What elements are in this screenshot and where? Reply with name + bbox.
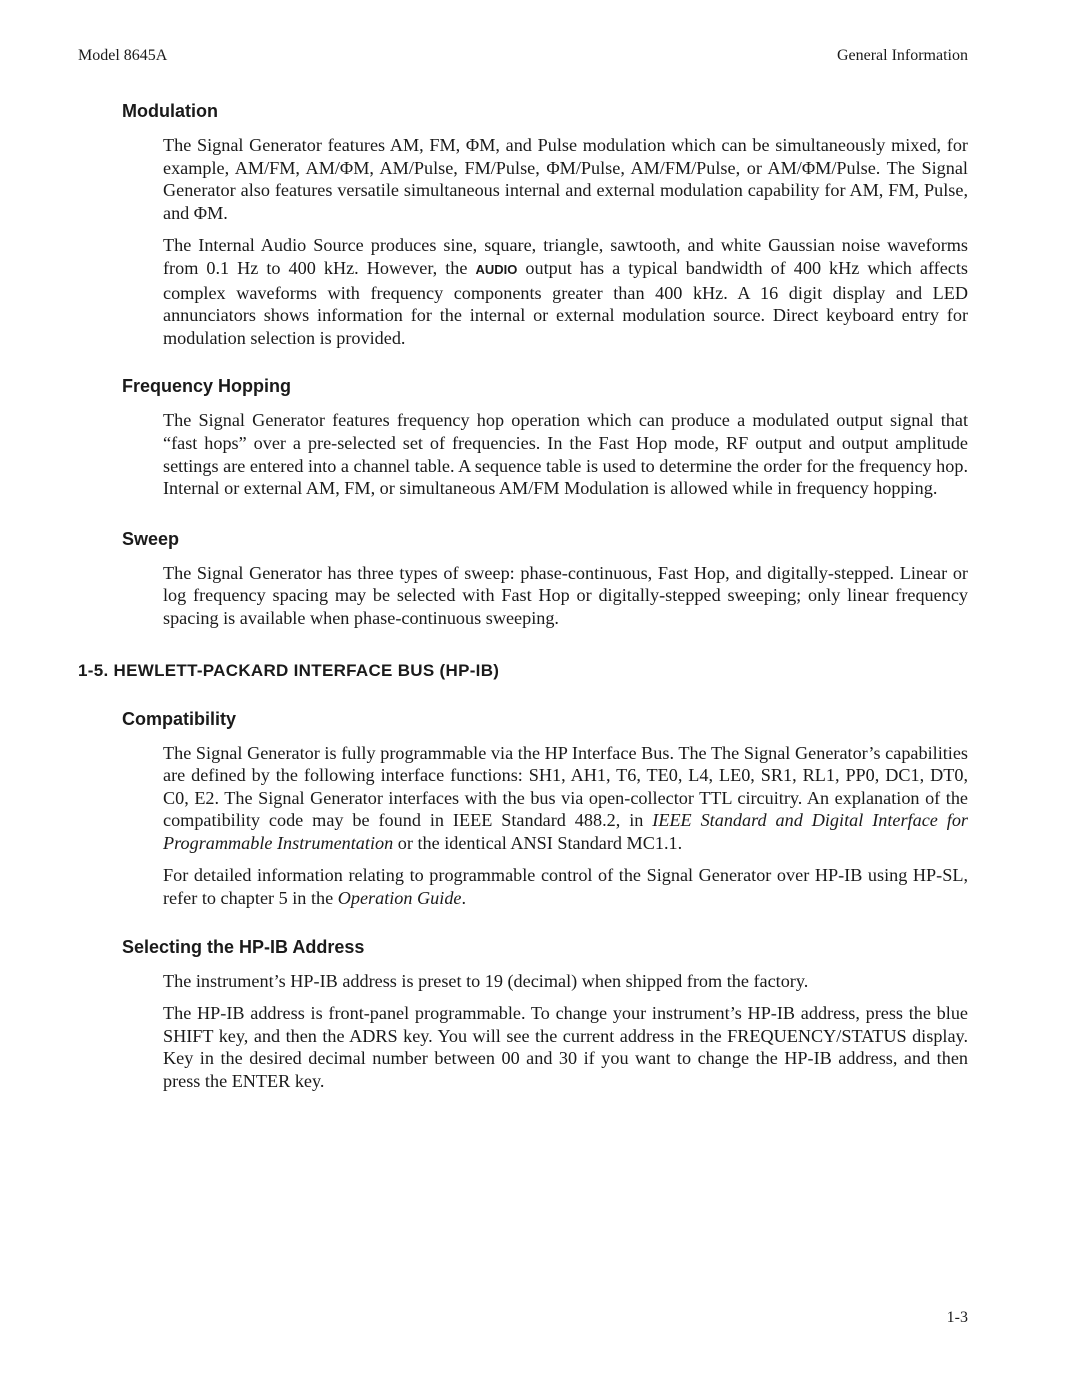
guide-title: Operation Guide — [337, 888, 462, 909]
paragraph-address-1: The instrument’s HP-IB address is preset to 19 (decimal) when shipped from the factory. — [163, 970, 809, 991]
paragraph-compatibility-1 — [0, 742, 968, 855]
running-header — [78, 47, 968, 65]
heading-frequency-hopping: Frequency Hopping — [122, 376, 292, 397]
text-segment: output has a typical bandwidth of 400 kHz which affects complex waveforms with frequency components greater than 400 kHz. A 16 digit display and LED annunciators shows information for the internal or external modulation source. Direct keyboard entry for modulation selection is provided. — [163, 257, 968, 348]
paragraph-modulation-2 — [0, 234, 968, 349]
section-heading-hpib: 1-5. HEWLETT-PACKARD INTERFACE BUS (HP-IB) — [78, 660, 500, 680]
paragraph-compatibility-2 — [0, 864, 968, 909]
citation-title: IEEE Standard and Digital Interface for Programmable Instrumentation — [163, 810, 968, 853]
heading-modulation: Modulation — [122, 101, 218, 121]
paragraph-address-2: The HP-IB address is front-panel programmable. To change your instrument’s HP-IB address, press the blue SHIFT key, and then the ADRS key. You will see the current address in the FREQUENCY/STATUS display. Key in the desired decimal number between 00 and 30 if you want to change the HP-IB address, and then press the ENTER key. — [163, 1003, 968, 1092]
heading-sweep: Sweep — [122, 528, 180, 549]
paragraph-sweep: The Signal Generator has three types of sweep: phase-continuous, Fast Hop, and digitally-stepped. Linear or log frequency spacing may be selected with Fast Hop or digitally-stepped sweeping; only linear frequency spacing is available when phase-continuous sweeping. — [163, 562, 968, 628]
header-model: Model 8645A — [78, 47, 168, 64]
header-chapter: General Information — [836, 47, 968, 64]
text-segment: The Signal Generator is fully programmable via the HP Interface Bus. The The Signal Generator’s capabilities are defined by the following interface functions: SH1, AH1, T6, TE0, L4, LE0, SR1, RL1, PP0, DC1, DT0, C0, E2. The Signal Generator interfaces with the bus via open-collector TTL circuitry. An explanation of the compatibility code may be found in IEEE Standard 488.2, in — [163, 742, 968, 831]
paragraph-modulation-1: The Signal Generator features AM, FM, ΦM, and Pulse modulation which can be simultaneously mixed, for example, AM/FM, AM/ΦM, AM/Pulse, FM/Pulse, ΦM/Pulse, AM/FM/Pulse, or AM/ΦM/Pulse. The Signal Generator also features versatile simultaneous internal and external modulation capability for AM, FM, Pulse, and ΦM. — [163, 135, 968, 223]
heading-selecting-address: Selecting the HP-IB Address — [122, 936, 365, 957]
paragraph-frequency-hopping: The Signal Generator features frequency hop operation which can produce a modulated output signal that “fast hops” over a pre-selected set of frequencies. In the Fast Hop mode, RF output and output amplitude settings are entered into a channel table. A sequence table is used to determine the order for the frequency hop. Internal or external AM, FM, or simultaneous AM/FM Modulation is allowed while in frequency hopping. — [163, 410, 968, 499]
text-segment: or the identical ANSI Standard MC1.1. — [393, 832, 683, 853]
page-content — [0, 100, 1080, 1093]
text-segment: The Internal Audio Source produces sine, square, triangle, sawtooth, and white Gaussian noise waveforms from 0.1 Hz to 400 kHz. However, the — [163, 235, 968, 278]
text-segment: For detailed information relating to programmable control of the Signal Generator over HP-IB using HP-SL, refer to chapter 5 in the — [163, 865, 968, 909]
audio-key-label: AUDIO — [475, 261, 518, 277]
page-number: 1-3 — [946, 1309, 968, 1326]
heading-compatibility: Compatibility — [122, 708, 237, 729]
text-segment: . — [461, 888, 467, 909]
